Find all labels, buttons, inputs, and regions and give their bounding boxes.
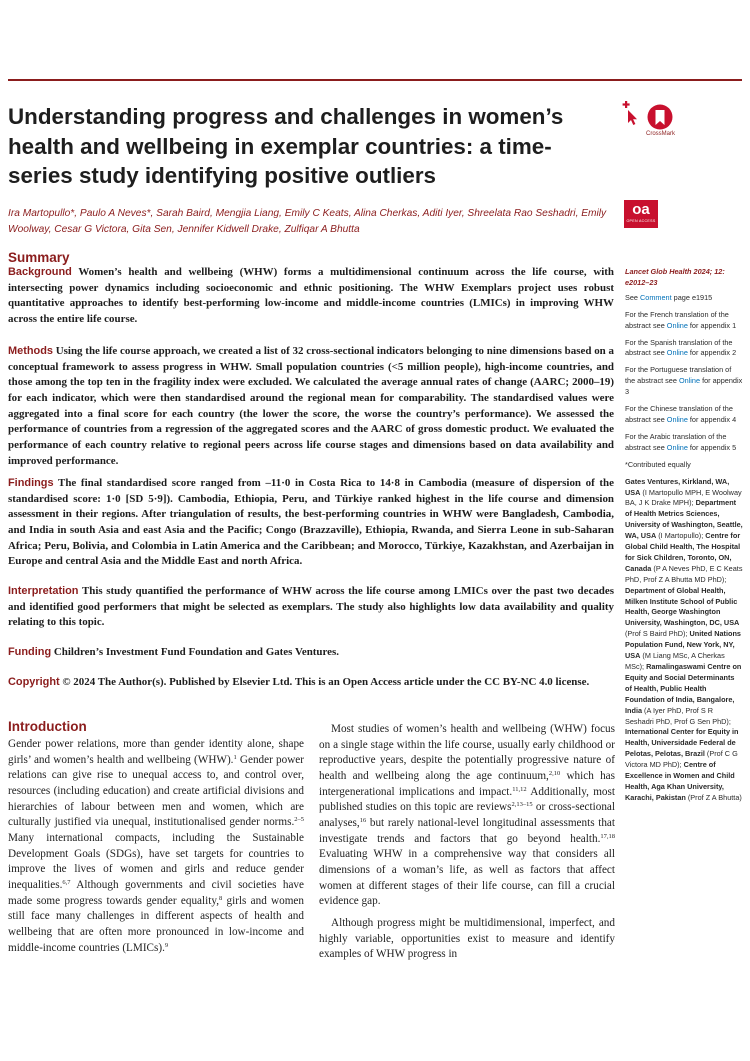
abstract-interpretation-text: This study quantified the performance of WHW across the life course among LMICs over the past two decades and identified good performers that might be selected as exemplars. The study also highlights low data availability and quality relating to this topic.	[8, 585, 614, 629]
online-link-portuguese[interactable]: Online	[678, 376, 701, 386]
abstract-background-label: Background	[8, 266, 72, 278]
crossmark-icon[interactable]	[622, 100, 682, 144]
open-access-badge[interactable]	[624, 200, 658, 228]
journal-citation: Lancet Glob Health 2024; 12: e2012–23	[625, 267, 725, 287]
abstract-funding	[8, 645, 614, 661]
summary-heading: Summary	[8, 250, 70, 265]
body-column-left	[8, 737, 304, 956]
translation-note-spanish: For the Spanish translation of the abstract see Online for appendix 2	[625, 337, 737, 358]
open-access-badge-subtext: OPEN ACCESS	[626, 219, 656, 223]
abstract-interpretation-label: Interpretation	[8, 585, 79, 597]
intro-paragraph-3: Although progress might be multidimensional, imperfect, and highly variable, opportunities exist to measure and identify examples of WHW progress in	[319, 916, 615, 961]
abstract-copyright-text: © 2024 The Author(s). Published by Elsevier Ltd. This is an Open Access article under the CC BY-NC 4.0 license.	[62, 676, 590, 688]
abstract-interpretation	[8, 584, 614, 631]
abstract-copyright-label: Copyright	[8, 676, 60, 688]
comment-link[interactable]: Comment	[640, 292, 672, 302]
introduction-heading: Introduction	[8, 719, 87, 734]
intro-paragraph-1: Gender power relations, more than gender identity alone, shape girls’ and women’s health and wellbeing (WHW).$^1$ Gender power relations can give rise to unequal access to, and control over, resources (including education) and create artificial divisions and hierarchies of labour between men and women, which are culturally justified via unequal, institutionalised gender norms.$^{2-5}$ Many international compacts, including the Sustainable Development Goals (SDGs), have set targets for countries to improve the lives of women and girls and reduce gender inequalities.$^{6,7}$ Although governments and civil societies have made some progress towards gender equality,$^8$ girls and women still face many challenges in different aspects of health and wellbeing that are often more pronounced in low-income and middle-income countries (LMICs).$^9$	[8, 738, 304, 954]
top-rule	[8, 79, 742, 81]
affiliations: Gates Ventures, Kirkland, WA, USA (I Martopullo MPH, E Woolway BA, J K Drake MPH); Department of Health Metrics Sciences, University of Washington, Seattle, WA, USA (I Martopullo); Centre for Global Child Health, The Hospital for Sick Children, Toronto, ON, Canada (P A Neves PhD, E C Keats PhD, Prof Z A Bhutta MD PhD); Department of Global Health, Milken Institute School of Public Health, George Washington University, Washington, DC, USA (Prof S Baird PhD); United Nations Population Fund, New York, NY, USA (M Liang MSc, A Cherkas MSc); Ramalingaswami Centre on Equity and Social Determinants of Health, Public Health Foundation of India, Bangalore, India (A Iyer PhD, Prof S R Seshadri PhD, Prof G Sen PhD); International Center for Equity in Health, Universidade Federal de Pelotas, Pelotas, Brazil (Prof C G Victora MD PhD); Centre of Excellence in Women and Child Health, Aga Khan University, Karachi, Pakistan (Prof Z A Bhutta)	[625, 476, 743, 802]
abstract-findings	[8, 476, 614, 570]
abstract-findings-label: Findings	[8, 477, 54, 489]
translation-note-chinese: For the Chinese translation of the abstract see Online for appendix 4	[625, 404, 737, 424]
translation-note-arabic: For the Arabic translation of the abstract see Online for appendix 5	[625, 431, 737, 452]
translation-note-french: For the French translation of the abstract see Online for appendix 1	[625, 309, 737, 330]
online-link-spanish[interactable]: Online	[666, 348, 688, 358]
author-list: Ira Martopullo*, Paulo A Neves*, Sarah Baird, Mengjia Liang, Emily C Keats, Alina Cherkas, Aditi Iyer, Shreelata Rao Seshadri, Emily Woolway, Cesar G Victora, Gita Sen, Jennifer Kidwell Drake, Zulfiqar A Bhutta	[8, 208, 607, 235]
crossmark-label: CrossMark	[646, 131, 676, 137]
intro-paragraph-2: Most studies of women’s health and wellbeing (WHW) focus on a single stage within the life course, usually early childhood or reproductive years, despite the potentially progressive nature of health and wellbeing along the age continuum,$^{2,10}$ which has intergenerational implications and impact.$^{11,12}$ Additionally, most published studies on this topic are reviews$^{2,13-15}$ or cross-sectional analyses,$^{16}$ but rarely national-level longitudinal assessments that investigate trends and factors that go beyond health.$^{17,18}$ Evaluating WHW in a comprehensive way that considers all dimensions of a woman’s life, as well as factors that affect women at different stages of their life course, can fill a crucial evidence gap.	[319, 723, 615, 908]
online-link-french[interactable]: Online	[666, 320, 688, 330]
article-title: Understanding progress and challenges in women’s health and wellbeing in exemplar countries: a time-series study identifying positive outliers	[8, 104, 564, 188]
abstract-methods	[8, 344, 614, 469]
abstract-copyright	[8, 675, 614, 691]
sidebar	[625, 267, 743, 810]
abstract-methods-label: Methods	[8, 345, 53, 357]
abstract-findings-text: The final standardised score ranged from –11·0 in Costa Rica to 14·8 in Cambodia (measure of dispersion of the standardised score: 1·0 [SD 5·9]). Cambodia, Ethiopia, Peru, and Türkiye ranked highest in the life course and dimension assessment in their regions. After triangulation of results, the best-performing countries in WHW were Bangladesh, Cambodia, and India in south Asia and east Asia and the Pacific; Congo (Brazzaville), Ethiopia, Rwanda, and Sierra Leone in sub-Saharan Africa; Peru, Bolivia, and Colombia in Latin America and the Caribbean; and Morocco, Türkiye, Kazakhstan, and Azerbaijan in Europe and central Asia and the Middle East and north Africa.	[8, 477, 614, 568]
see-comment-note: See Comment page e1915	[625, 292, 713, 302]
open-access-badge-text: oa	[632, 201, 650, 218]
abstract-background	[8, 265, 614, 328]
translation-note-portuguese: For the Portuguese translation of the abstract see Online for appendix 3	[625, 365, 743, 397]
abstract-background-text: Women’s health and wellbeing (WHW) forms a multidimensional continuum across the life course, with intersecting power dynamics including socioeconomic and ethnic positioning. The WHW Exemplars project uses robust quantitative approaches to identify best-performing low-income and middle-income countries (LMICs) in improving WHW across the entire life course.	[8, 266, 614, 325]
online-link-chinese[interactable]: Online	[666, 414, 688, 424]
abstract-funding-text: Children’s Investment Fund Foundation and Gates Ventures.	[53, 646, 340, 658]
online-link-arabic[interactable]: Online	[666, 442, 688, 452]
abstract-methods-text: Using the life course approach, we created a list of 32 cross-sectional indicators belonging to nine dimensions based on a conceptual framework to assess progress in WHW. Small population countries (<5 million people), high-income countries, and those among the top ten in the fragility index were excluded. We calculated the average annual rates of change (AARC; 2000–19) for each indicator, which were then standardised around the regional mean for comparability. The standardised values were aggregated into a final score for each country (the lower the score, the worse the country’s performance). We assessed the performance of countries from a regression of the aggregated scores and the AARC of gross domestic product. We evaluated the performance of each country relative to regional peers across life course stages and dimensions based on data availability and improved performance.	[8, 345, 615, 467]
contributed-equally-note: *Contributed equally	[625, 459, 691, 469]
body-column-right	[319, 722, 615, 963]
abstract-funding-label: Funding	[8, 646, 52, 658]
